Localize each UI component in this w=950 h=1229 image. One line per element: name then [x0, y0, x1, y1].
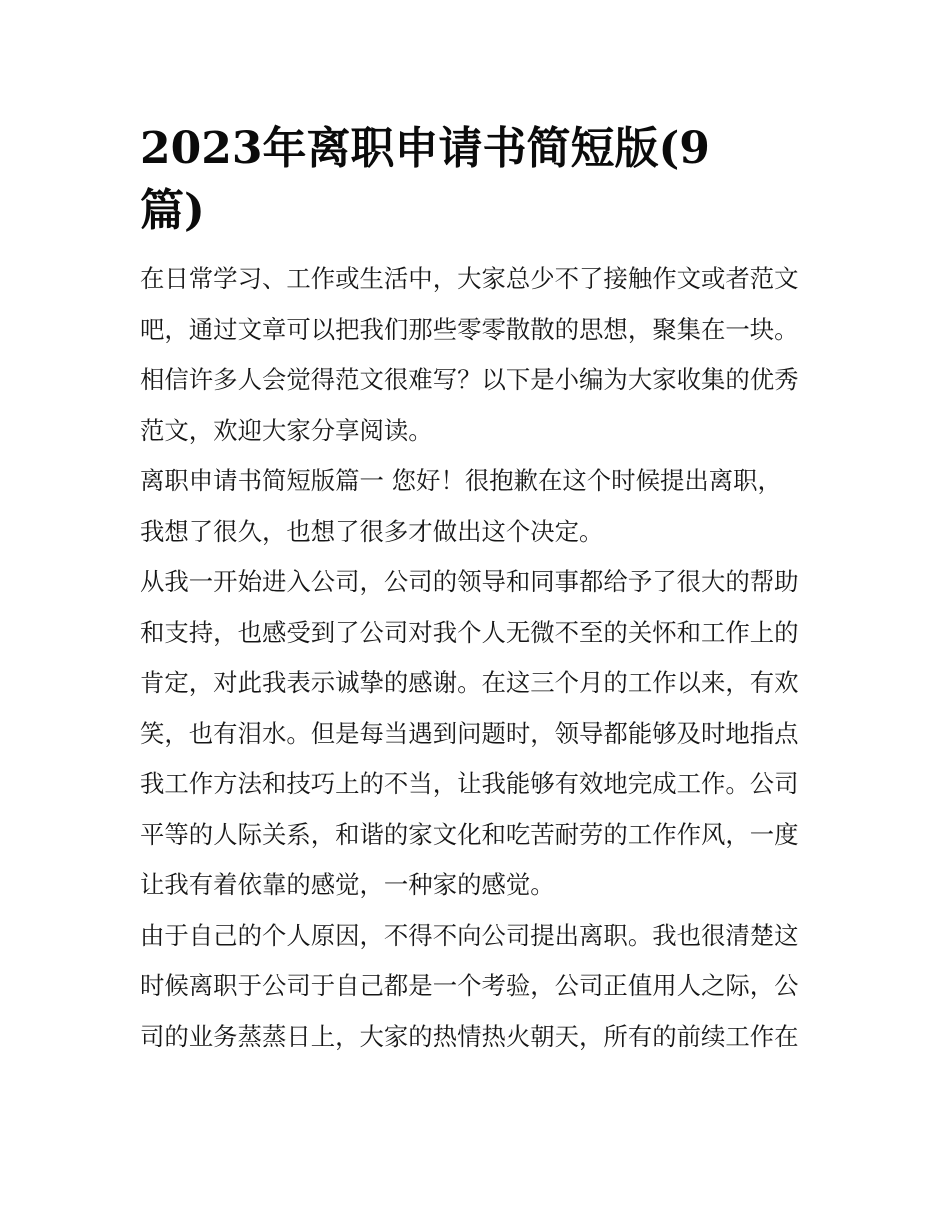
title-line: 篇) — [140, 185, 205, 236]
text-line: 吧，通过文章可以把我们那些零零散散的思想，聚集在一块。 — [140, 314, 799, 344]
text-line: 范文，欢迎大家分享阅读。 — [140, 415, 433, 445]
document-body — [140, 118, 812, 1062]
text-line: 在日常学习、工作或生活中，大家总少不了接触作文或者范文 — [140, 264, 799, 293]
text-line: 离职申请书简短版篇一 您好！很抱歉在这个时候提出离职， — [140, 466, 782, 495]
text-line: 平等的人际关系，和谐的家文化和吃苦耐劳的工作作风，一度 — [140, 819, 799, 849]
text-line: 从我一开始进入公司，公司的领导和同事都给予了很大的帮助 — [140, 567, 799, 596]
text-line: 我工作方法和技巧上的不当，让我能够有效地完成工作。公司 — [140, 769, 799, 798]
document-title — [140, 118, 812, 242]
text-line: 笑，也有泪水。但是每当遇到问题时，领导都能够及时地指点 — [140, 718, 799, 748]
text-line: 让我有着依靠的感觉，一种家的感觉。 — [140, 870, 555, 899]
text-line: 我想了很久，也想了很多才做出这个决定。 — [140, 516, 604, 546]
text-line: 和支持，也感受到了公司对我个人无微不至的关怀和工作上的 — [140, 617, 799, 647]
paragraph-letter-opening — [140, 456, 812, 557]
title-line: 2023年离职申请书简短版(9 — [140, 123, 710, 174]
paragraph-gratitude — [140, 557, 812, 911]
text-line: 肯定，对此我表示诚挚的感谢。在这三个月的工作以来，有欢 — [140, 668, 799, 697]
text-line: 相信许多人会觉得范文很难写？以下是小编为大家收集的优秀 — [140, 365, 799, 394]
paragraph-reason — [140, 911, 812, 1063]
text-line: 由于自己的个人原因，不得不向公司提出离职。我也很清楚这 — [140, 920, 799, 950]
paragraph-intro — [140, 254, 812, 456]
text-line: 司的业务蒸蒸日上，大家的热情热火朝天，所有的前续工作在 — [140, 1021, 799, 1051]
text-line: 时候离职于公司于自己都是一个考验，公司正值用人之际，公 — [140, 971, 799, 1000]
